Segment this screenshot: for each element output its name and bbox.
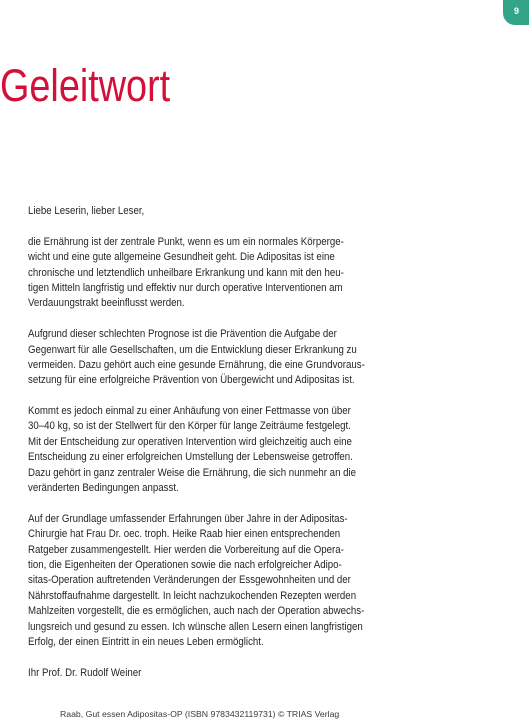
text-line: wicht und eine gute allgemeine Gesundheit geht. Die Adipositas ist eine	[28, 251, 335, 264]
text-line: chronische und letztendlich unheilbare Erkrankung und kann mit den heu-	[28, 266, 344, 279]
text-line: 30–40 kg, so ist der Stellwert für den Körper für lange Zeiträume festgelegt.	[28, 420, 351, 433]
text-line: vermeiden. Dazu gehört auch eine gesunde Ernährung, die eine Grundvoraus-	[28, 358, 365, 371]
page-footer: Raab, Gut essen Adipositas-OP (ISBN 9783432119731) © TRIAS Verlag	[60, 709, 340, 719]
text-line: Erfolg, der einen Eintritt in ein neues Leben ermöglicht.	[28, 635, 264, 648]
signature: Ihr Prof. Dr. Rudolf Weiner	[28, 666, 142, 679]
paragraphs	[28, 235, 365, 651]
text-line: veränderten Bedingungen anpasst.	[28, 482, 179, 495]
text-line: tigen Mitteln langfristig und effektiv nur durch operative Interventionen am	[28, 281, 343, 294]
text-line: lungsreich und gesund zu essen. Ich wünsche allen Lesern einen langfristigen	[28, 620, 363, 633]
text-line: Verdauungstrakt beeinflusst werden.	[28, 297, 185, 310]
text-line: Mit der Entscheidung zur operativen Intervention wird gleichzeitig auch eine	[28, 435, 352, 448]
text-line: setzung für eine erfolgreiche Prävention von Übergewicht und Adipositas ist.	[28, 374, 355, 387]
text-line: die Ernährung ist der zentrale Punkt, wenn es um ein normales Körperge-	[28, 235, 344, 248]
text-line: Entscheidung zu einer erfolgreichen Umstellung der Lebensweise getroffen.	[28, 451, 353, 464]
text-line: Nährstoffaufnahme dargestellt. In leicht nachzukochenden Rezepten werden	[28, 589, 357, 602]
text-line: Mahlzeiten vorgestellt, die es ermöglichen, auch nach der Operation abwechs-	[28, 605, 365, 618]
text-line: Aufgrund dieser schlechten Prognose ist die Prävention die Aufgabe der	[28, 328, 337, 341]
page-title: Geleitwort	[0, 60, 171, 111]
text-line: Gegenwart für alle Gesellschaften, um die Entwicklung dieser Erkrankung zu	[28, 343, 357, 356]
text-line: sitas-Operation auftretenden Veränderungen der Essgewohnheiten und der	[28, 574, 351, 587]
paragraph	[28, 404, 365, 496]
text-line: Dazu gehört in ganz zentraler Weise die Ernährung, die sich nunmehr an die	[28, 466, 357, 479]
text-line: Ratgeber zusammengestellt. Hier werden die Vorbereitung auf die Opera-	[28, 543, 344, 556]
text-line: Auf der Grundlage umfassender Erfahrungen über Jahre in der Adipositas-	[28, 512, 348, 525]
body-text	[28, 204, 365, 681]
text-line: Kommt es jedoch einmal zu einer Anhäufung von einer Fettmasse von über	[28, 405, 351, 418]
salutation: Liebe Leserin, lieber Leser,	[28, 205, 145, 217]
text-line: tion, die Eigenheiten der Operationen sowie die nach erfolgreicher Adipo-	[28, 558, 342, 571]
text-line: Chirurgie hat Frau Dr. oec. troph. Heike Raab hier einen entsprechenden	[28, 528, 341, 541]
paragraph	[28, 512, 365, 651]
paragraph	[28, 235, 365, 312]
page-number: 9	[513, 6, 519, 16]
paragraph	[28, 327, 365, 389]
page-number-badge	[503, 0, 529, 25]
